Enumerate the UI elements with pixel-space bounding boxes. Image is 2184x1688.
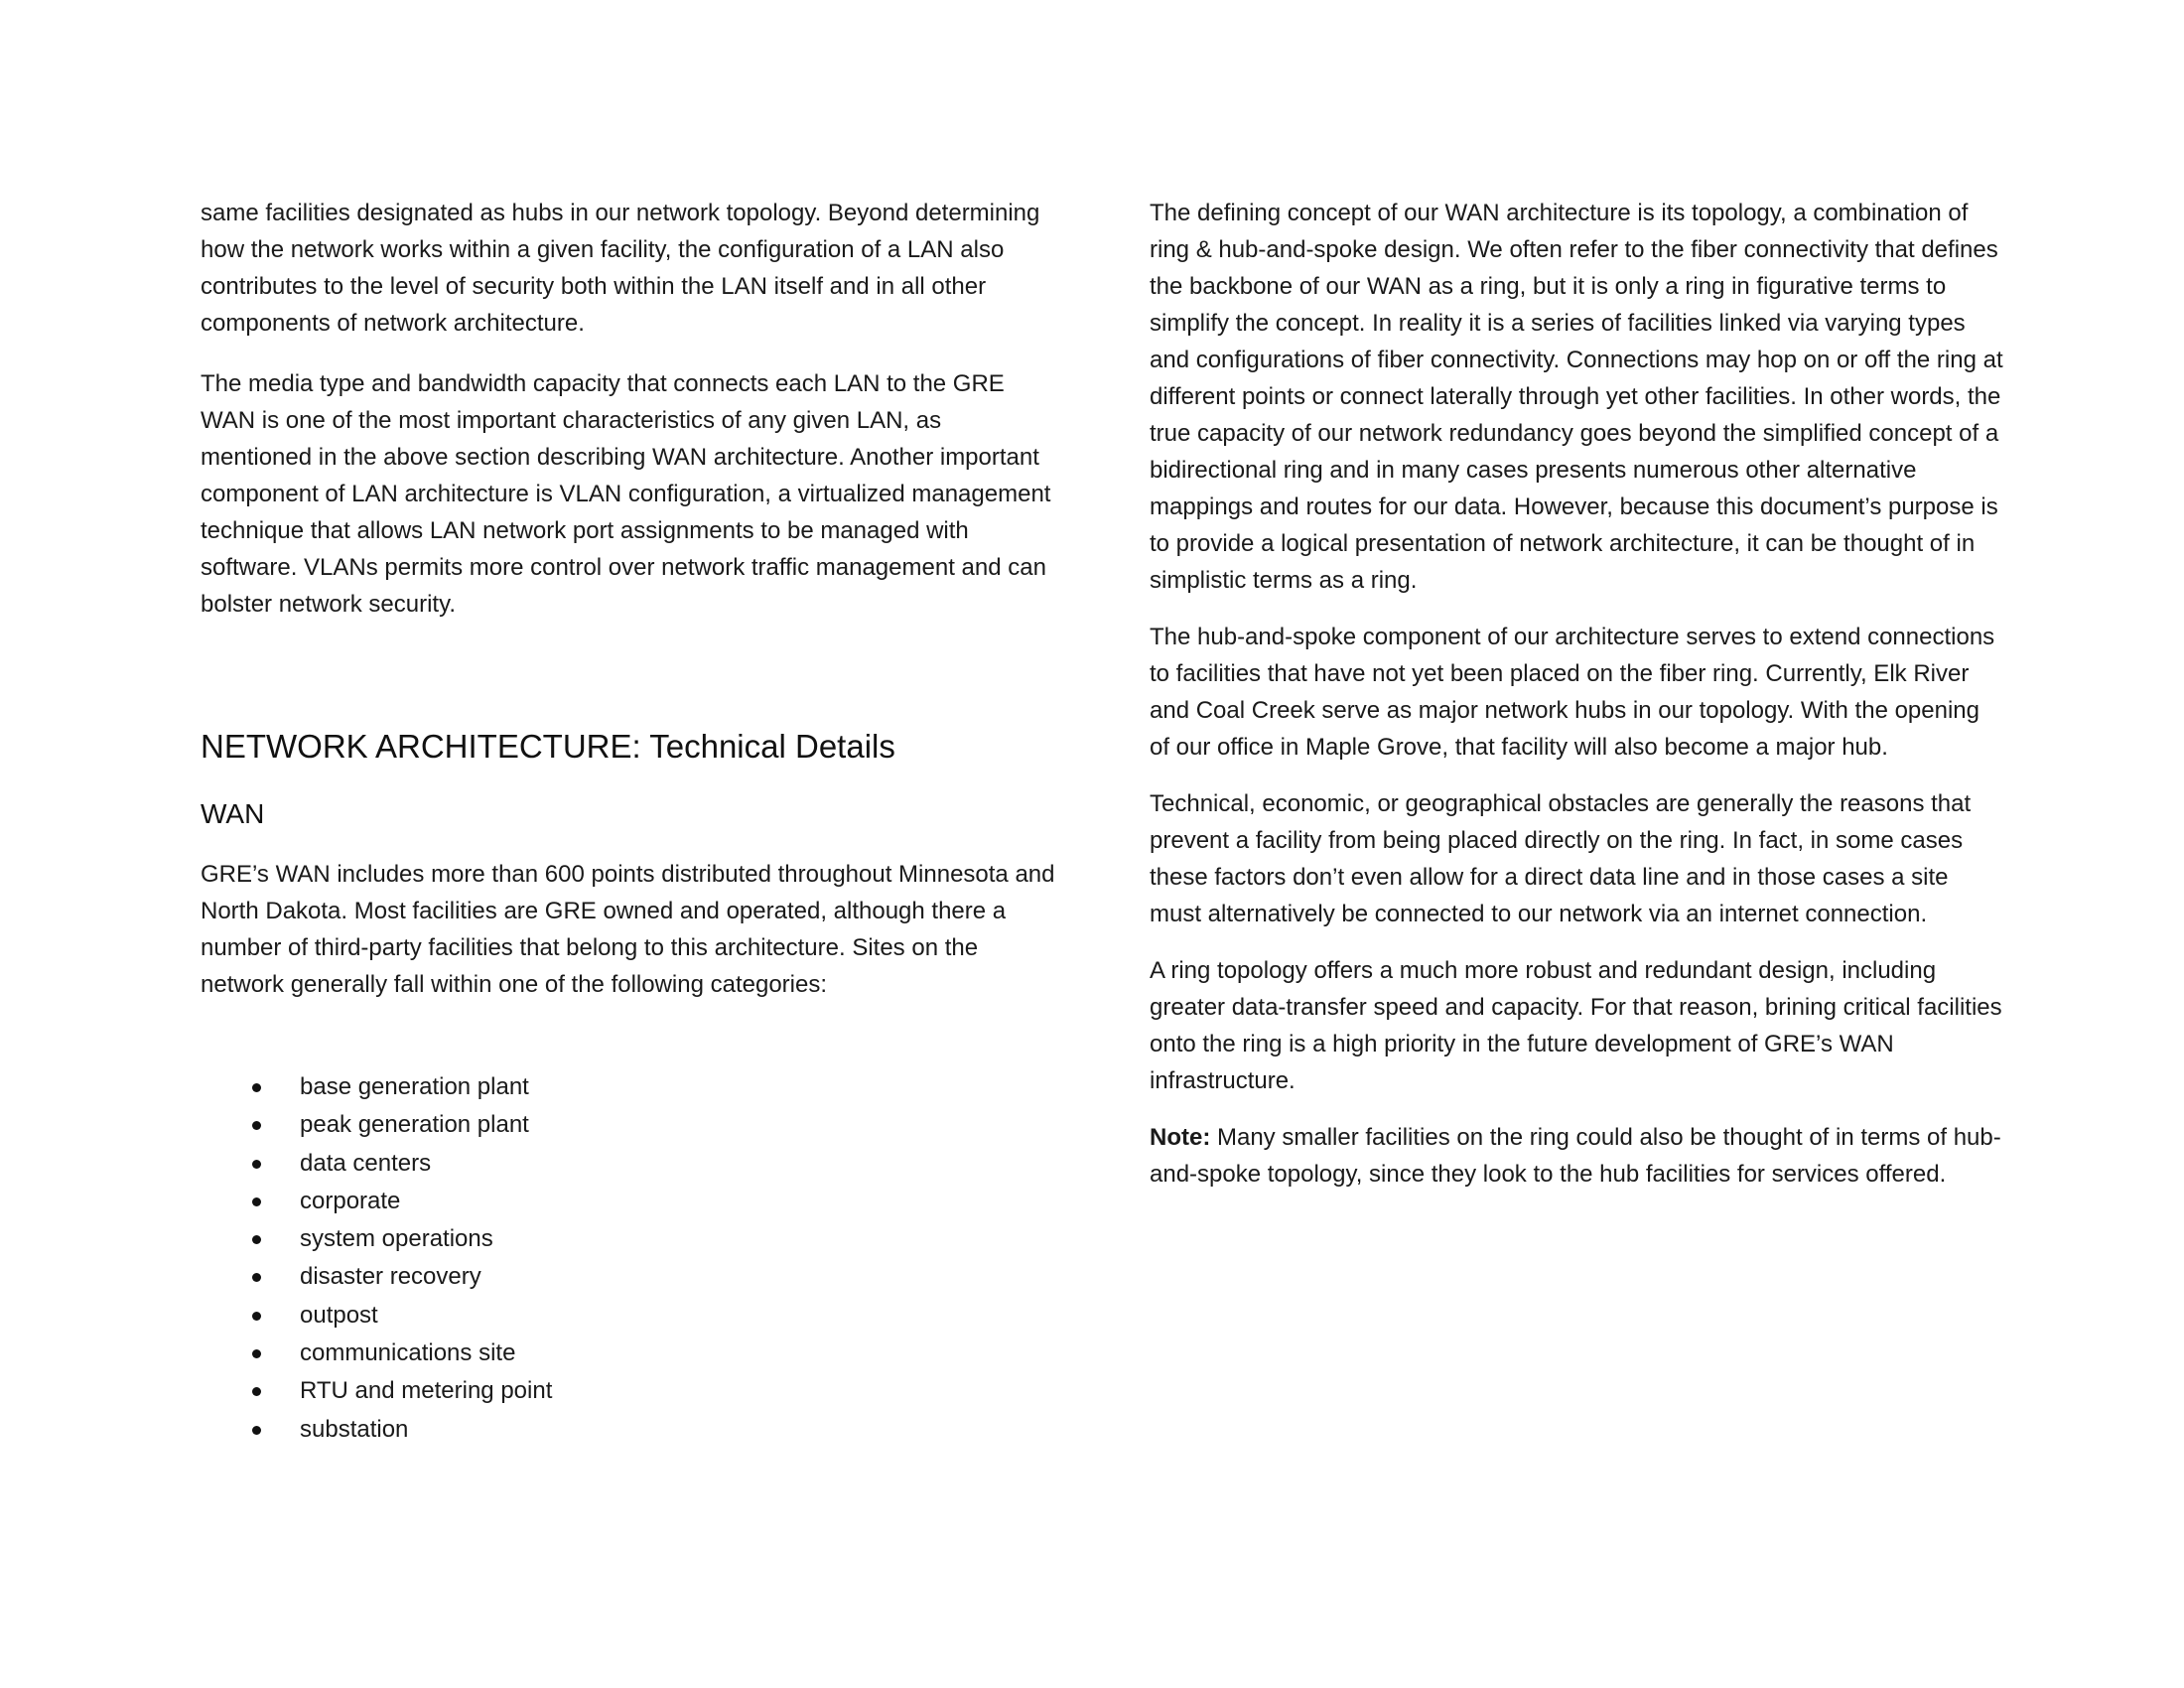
note-text: Many smaller facilities on the ring could also be thought of in terms of hub-and-spoke topology, since they look to the hub facilities for services offered.	[1150, 1124, 2001, 1188]
list-item: disaster recovery	[201, 1258, 552, 1296]
bullet-icon	[252, 1083, 261, 1092]
note-paragraph	[1150, 1119, 2003, 1193]
wan-subheading: WAN	[201, 798, 265, 829]
list-item: system operations	[201, 1220, 552, 1258]
obstacles-paragraph: Technical, economic, or geographical obstacles are generally the reasons that prevent a facility from being placed directly on the ring. In fact, in some cases these factors don’t even allow for a direct data line and in those cases a site must alternatively be connected to our network via an internet connection.	[1150, 790, 1972, 927]
bullet-icon	[252, 1235, 261, 1244]
topology-paragraph: The defining concept of our WAN architecture is its topology, a combination of ring & hub-and-spoke design. We often refer to the fiber connectivity that defines the backbone of our WAN as a ring, but it is only a ring in figurative terms to simplify the concept. In reality it is a series of facilities linked via varying types and configurations of fiber connectivity. Connections may hop on or off the ring at different points or connect laterally through yet other facilities. In other words, the true capacity of our network redundancy goes beyond the simplified concept of a bidirectional ring and in many cases presents numerous other alternative mappings and routes for our data. However, because this document’s purpose is to provide a logical presentation of network architecture, it can be thought of in simplistic terms as a ring.	[1150, 200, 2003, 594]
list-item: peak generation plant	[201, 1106, 552, 1144]
bullet-icon	[252, 1197, 261, 1206]
bullet-icon	[252, 1349, 261, 1358]
lan-paragraph-1: same facilities designated as hubs in our network topology. Beyond determining how the network works within a given facility, the configuration of a LAN also contributes to the level of security both within the LAN itself and in all other components of network architecture.	[201, 200, 1040, 337]
right-column	[1150, 195, 2003, 1193]
list-item: RTU and metering point	[201, 1372, 552, 1410]
list-item: corporate	[201, 1183, 552, 1220]
bullet-icon	[252, 1426, 261, 1435]
list-item: data centers	[201, 1145, 552, 1183]
bullet-icon	[252, 1387, 261, 1396]
list-item: communications site	[201, 1335, 552, 1372]
hub-spoke-paragraph: The hub-and-spoke component of our architecture serves to extend connections to facilities that have not yet been placed on the fiber ring. Currently, Elk River and Coal Creek serve as major network hubs in our topology. With the opening of our office in Maple Grove, that facility will also become a major hub.	[1150, 624, 1995, 761]
lan-paragraph-2: The media type and bandwidth capacity that connects each LAN to the GRE WAN is one of the most important characteristics of any given LAN, as mentioned in the above section describing WAN architecture. Another important component of LAN architecture is VLAN configuration, a virtualized management technique that allows LAN network port assignments to be managed with software. VLANs permits more control over network traffic management and can bolster network security.	[201, 370, 1051, 618]
left-column	[201, 195, 1056, 1443]
site-category-list	[201, 1068, 552, 1449]
ring-benefits-paragraph: A ring topology offers a much more robust and redundant design, including greater data-transfer speed and capacity. For that reason, brining critical facilities onto the ring is a high priority in the future development of GRE’s WAN infrastructure.	[1150, 957, 2002, 1094]
bullet-icon	[252, 1312, 261, 1321]
bullet-icon	[252, 1160, 261, 1169]
bullet-icon	[252, 1273, 261, 1282]
wan-intro-paragraph: GRE’s WAN includes more than 600 points distributed throughout Minnesota and North Dakota. Most facilities are GRE owned and operated, although there a number of third-party facilities that belong to this architecture. Sites on the network generally fall within one of the following categories:	[201, 861, 1055, 998]
list-item: base generation plant	[201, 1068, 552, 1106]
section-heading: NETWORK ARCHITECTURE: Technical Details	[201, 728, 895, 765]
list-item: outpost	[201, 1297, 552, 1335]
bullet-icon	[252, 1121, 261, 1130]
note-label: Note:	[1150, 1124, 1211, 1151]
list-item: substation	[201, 1411, 552, 1449]
